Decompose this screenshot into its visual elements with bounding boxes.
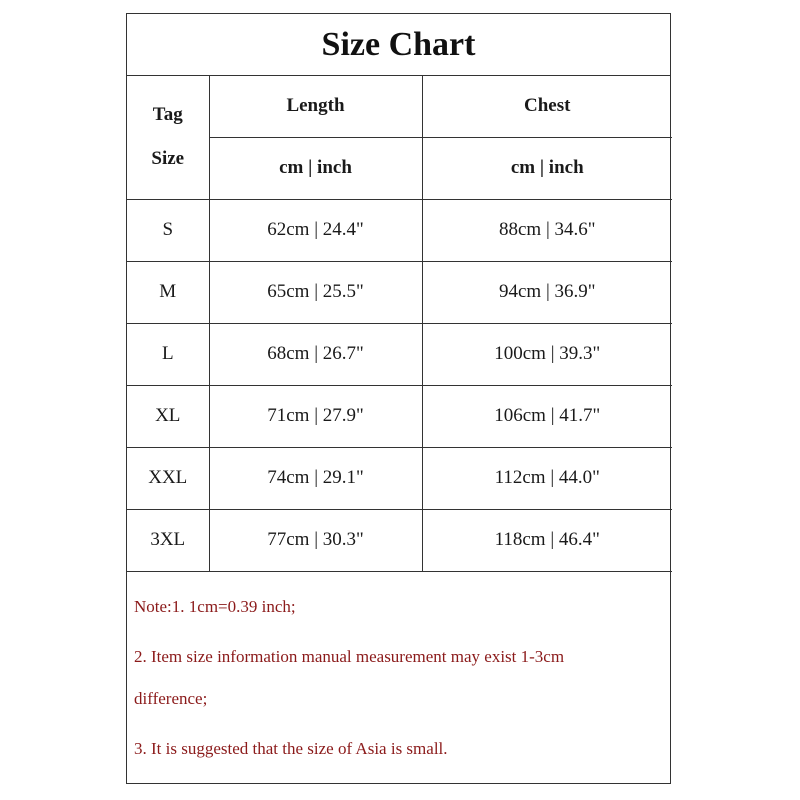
note-line-2-continued: difference; [134, 689, 208, 708]
chest-cell: 112cm | 44.0" [422, 447, 672, 509]
table-row [127, 261, 672, 323]
table-row [127, 323, 672, 385]
tag-size-label-line2: Size [151, 147, 185, 169]
table-row [127, 199, 672, 261]
tag-size-header [127, 75, 209, 199]
length-cell: 77cm | 30.3" [209, 509, 422, 571]
note-line-1: Note:1. 1cm=0.39 inch; [134, 597, 296, 616]
length-cell: 62cm | 24.4" [209, 199, 422, 261]
length-cell: 71cm | 27.9" [209, 385, 422, 447]
size-cell: 3XL [127, 509, 209, 571]
size-cell: XL [127, 385, 209, 447]
length-cell: 74cm | 29.1" [209, 447, 422, 509]
chest-cell: 88cm | 34.6" [422, 199, 672, 261]
size-chart-frame [126, 13, 671, 784]
chest-cell: 94cm | 36.9" [422, 261, 672, 323]
chest-header: Chest [422, 75, 672, 137]
size-cell: S [127, 199, 209, 261]
page-title: Size Chart [127, 14, 670, 76]
chest-cell: 106cm | 41.7" [422, 385, 672, 447]
chest-cell: 118cm | 46.4" [422, 509, 672, 571]
chest-unit-header: cm | inch [422, 137, 672, 199]
table-row [127, 447, 672, 509]
size-table [127, 75, 672, 572]
table-row [127, 385, 672, 447]
note-line-2: 2. Item size information manual measurement may exist 1-3cm [134, 647, 565, 666]
length-unit-header: cm | inch [209, 137, 422, 199]
size-cell: M [127, 261, 209, 323]
table-unit-row [127, 137, 672, 199]
length-header: Length [209, 75, 422, 137]
tag-size-label-line1: Tag [152, 103, 183, 125]
table-header-row [127, 75, 672, 137]
size-cell: XXL [127, 447, 209, 509]
chest-cell: 100cm | 39.3" [422, 323, 672, 385]
size-cell: L [127, 323, 209, 385]
length-cell: 68cm | 26.7" [209, 323, 422, 385]
table-row [127, 509, 672, 571]
note-line-3: 3. It is suggested that the size of Asia is small. [134, 739, 448, 758]
length-cell: 65cm | 25.5" [209, 261, 422, 323]
